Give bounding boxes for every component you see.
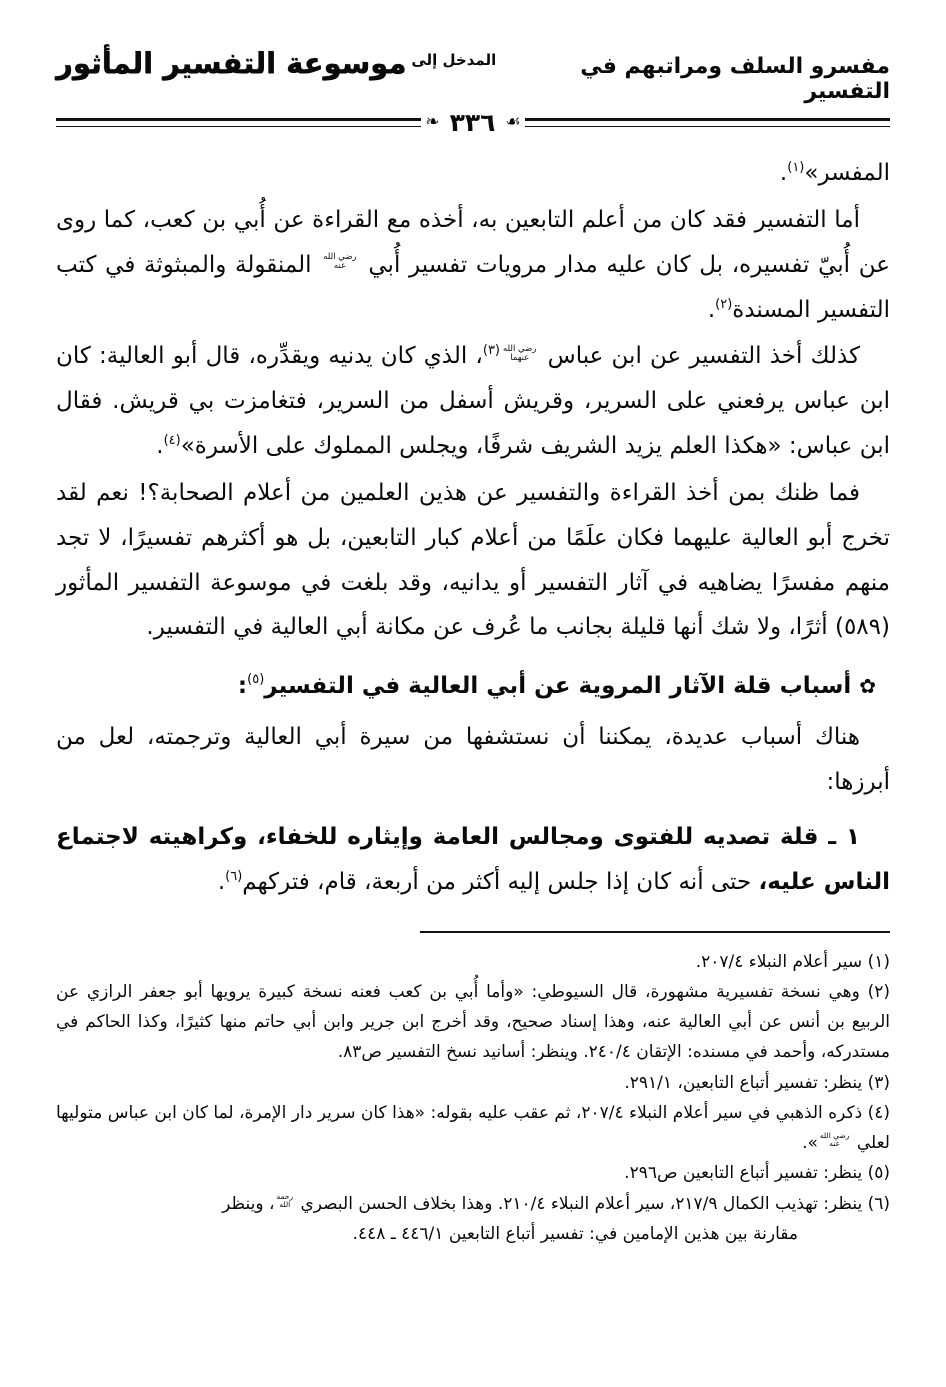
text-run: . [779, 160, 788, 186]
text-run: (٤) ذكره الذهبي في سير أعلام النبلاء ٢٠٧/٤، ثم عقب عليه بقوله: «هذا كان سرير دار الإمرة، لما كان ابن عباس متوليها لعلي [56, 1102, 891, 1153]
seal-line: عنه [829, 1139, 841, 1148]
text-run: ». [802, 1133, 818, 1153]
text-run: . [217, 868, 226, 895]
footnote-ref-1: (١) [787, 160, 805, 175]
rosette-icon: ✿ [859, 674, 876, 699]
footnotes [56, 947, 890, 1250]
footnote-separator [420, 931, 890, 933]
book-logo [56, 46, 496, 80]
main-text [56, 151, 890, 905]
text-run: المفسر» [804, 160, 890, 186]
text-run: . [707, 296, 716, 323]
reason-1-bold-text: ١ ـ قلة تصديه للفتوى ومجالس العامة وإيثاره للخفاء، وكراهيته لاجتماع الناس عليه، [56, 823, 890, 895]
footnote-6-continuation: مقارنة بين هذين الإمامين في: تفسير أتباع التابعين ٤٤٦/١ ـ ٤٤٨. [352, 1223, 798, 1244]
book-logo-calligraphy: موسوعة التفسير المأثور [56, 46, 407, 80]
text-run: أما التفسير فقد كان من أعلم التابعين به، أخذه مع القراءة عن أُبي بن كعب، كما روى عن أُبيّ تفسيره، بل كان عليه مدار مرويات تفسير أُبي [56, 206, 890, 278]
text-run: حتى أنه كان إذا جلس إليه أكثر من أربعة، قام، فتركهم [242, 868, 759, 895]
footnote-6 [56, 1189, 890, 1250]
footnote-ref-6: (٦) [225, 868, 243, 884]
seal-line: عنهما [510, 352, 530, 363]
footnote-4 [56, 1098, 890, 1159]
text-run: كذلك أخذ التفسير عن ابن عباس [547, 343, 860, 370]
text-run: . [156, 433, 164, 460]
paragraph-reasons-intro: هناك أسباب عديدة، يمكننا أن نستشفها من سيرة أبي العالية وترجمته، لعل من أبرزها: [56, 724, 890, 795]
rule-right [525, 118, 890, 127]
footnote-ref-2: (٢) [715, 296, 733, 312]
seal-line: الله [279, 1199, 291, 1209]
footnote-1: (١) سير أعلام النبلاء ٢٠٧/٤. [695, 951, 890, 972]
honorific-radi-allahu-anhu-icon [820, 1132, 850, 1148]
text-run: ، الذي كان يدنيه ويقدِّره، قال أبو العالية: كان ابن عباس يرفعني على السرير، وقريش أسفل من السرير، فتغامزت بي قريش. فقال ابن عباس: «هكذا العلم يزيد الشريف شرفًا، ويجلس المملوك على الأسرة» [56, 343, 890, 460]
rule-left [56, 118, 421, 127]
text-run: ، وينظر [222, 1193, 275, 1214]
text-run: المنقولة والمبثوثة في كتب التفسير المسندة [56, 251, 890, 323]
text-run: : [237, 673, 248, 700]
seal-line: عنه [333, 261, 347, 272]
fleuron-left-icon: ❧ [425, 112, 440, 132]
seal-line: رضي الله [819, 1131, 850, 1141]
footnote-ref-4: (٤) [163, 433, 181, 449]
honorific-rahimahu-allah-icon [276, 1193, 293, 1209]
page-header [56, 46, 890, 104]
footnote-3: (٣) ينظر: تفسير أتباع التابعين، ٢٩١/١. [624, 1072, 890, 1093]
footnote-ref-3: (٣) [482, 343, 500, 359]
paragraph-ibn-abbas [56, 334, 890, 469]
paragraph-continuation [56, 151, 890, 196]
footnote-5: (٥) ينظر: تفسير أتباع التابعين ص٢٩٦. [624, 1163, 890, 1184]
paragraph-ubayy [56, 198, 890, 333]
paragraph-reason-1 [56, 815, 890, 905]
header-rule-row [56, 110, 890, 135]
paragraph-abu-alaliyah-rank: فما ظنك بمن أخذ القراءة والتفسير عن هذين العلمين من أعلام الصحابة؟! نعم لقد تخرج أبو العالية عليهما فكان علَمًا من أعلام كبار التابعين، بل هو أكثرهم تفسيرًا، لا تجد منهم مفسرًا يضاهيه في آثار التفسير أو يدانيه، وقد بلغت في موسوعة التفسير المأثور (٥٨٩) أثرًا، ولا شك أنها قليلة بجانب ما عُرف عن مكانة أبي العالية في التفسير. [56, 479, 890, 641]
book-logo-prefix: المدخل إلى [411, 51, 497, 69]
honorific-radi-allahu-anhu-icon [323, 253, 356, 271]
honorific-radi-allahu-anhuma-icon [503, 345, 536, 363]
seal-line: رضي الله [323, 252, 357, 263]
section-heading [56, 664, 890, 709]
footnote-2: (٢) وهي نسخة تفسيرية مشهورة، قال السيوطي: «وأما أُبي بن كعب فعنه نسخة كبيرة يرويها أبو جعفر الرازي عن الربيع بن أنس عن أبي العالية عنه، وهذا إسناد صحيح، وقد أخرج ابن جرير وابن أبي حاتم منها كثيرًا، وكذا الحاكم في مستدركه، وأحمد في مسنده: الإتقان ٢٤٠/٤. وينظر: أسانيد نسخ التفسير ص٨٣. [56, 981, 890, 1063]
footnote-ref-5: (٥) [247, 672, 265, 688]
page-number: ٣٣٦ [449, 108, 496, 137]
seal-line: رحمه [276, 1191, 294, 1201]
section-heading-text: أسباب قلة الآثار المروية عن أبي العالية في التفسير [264, 673, 852, 700]
fleuron-right-icon: ☙ [505, 112, 521, 132]
seal-line: رضي الله [503, 343, 537, 354]
running-head-title: مفسرو السلف ومراتبهم في التفسير [580, 54, 890, 104]
text-run: (٦) ينظر: تهذيب الكمال ٢١٧/٩، سير أعلام النبلاء ٢١٠/٤. وهذا بخلاف الحسن البصري [300, 1193, 890, 1214]
